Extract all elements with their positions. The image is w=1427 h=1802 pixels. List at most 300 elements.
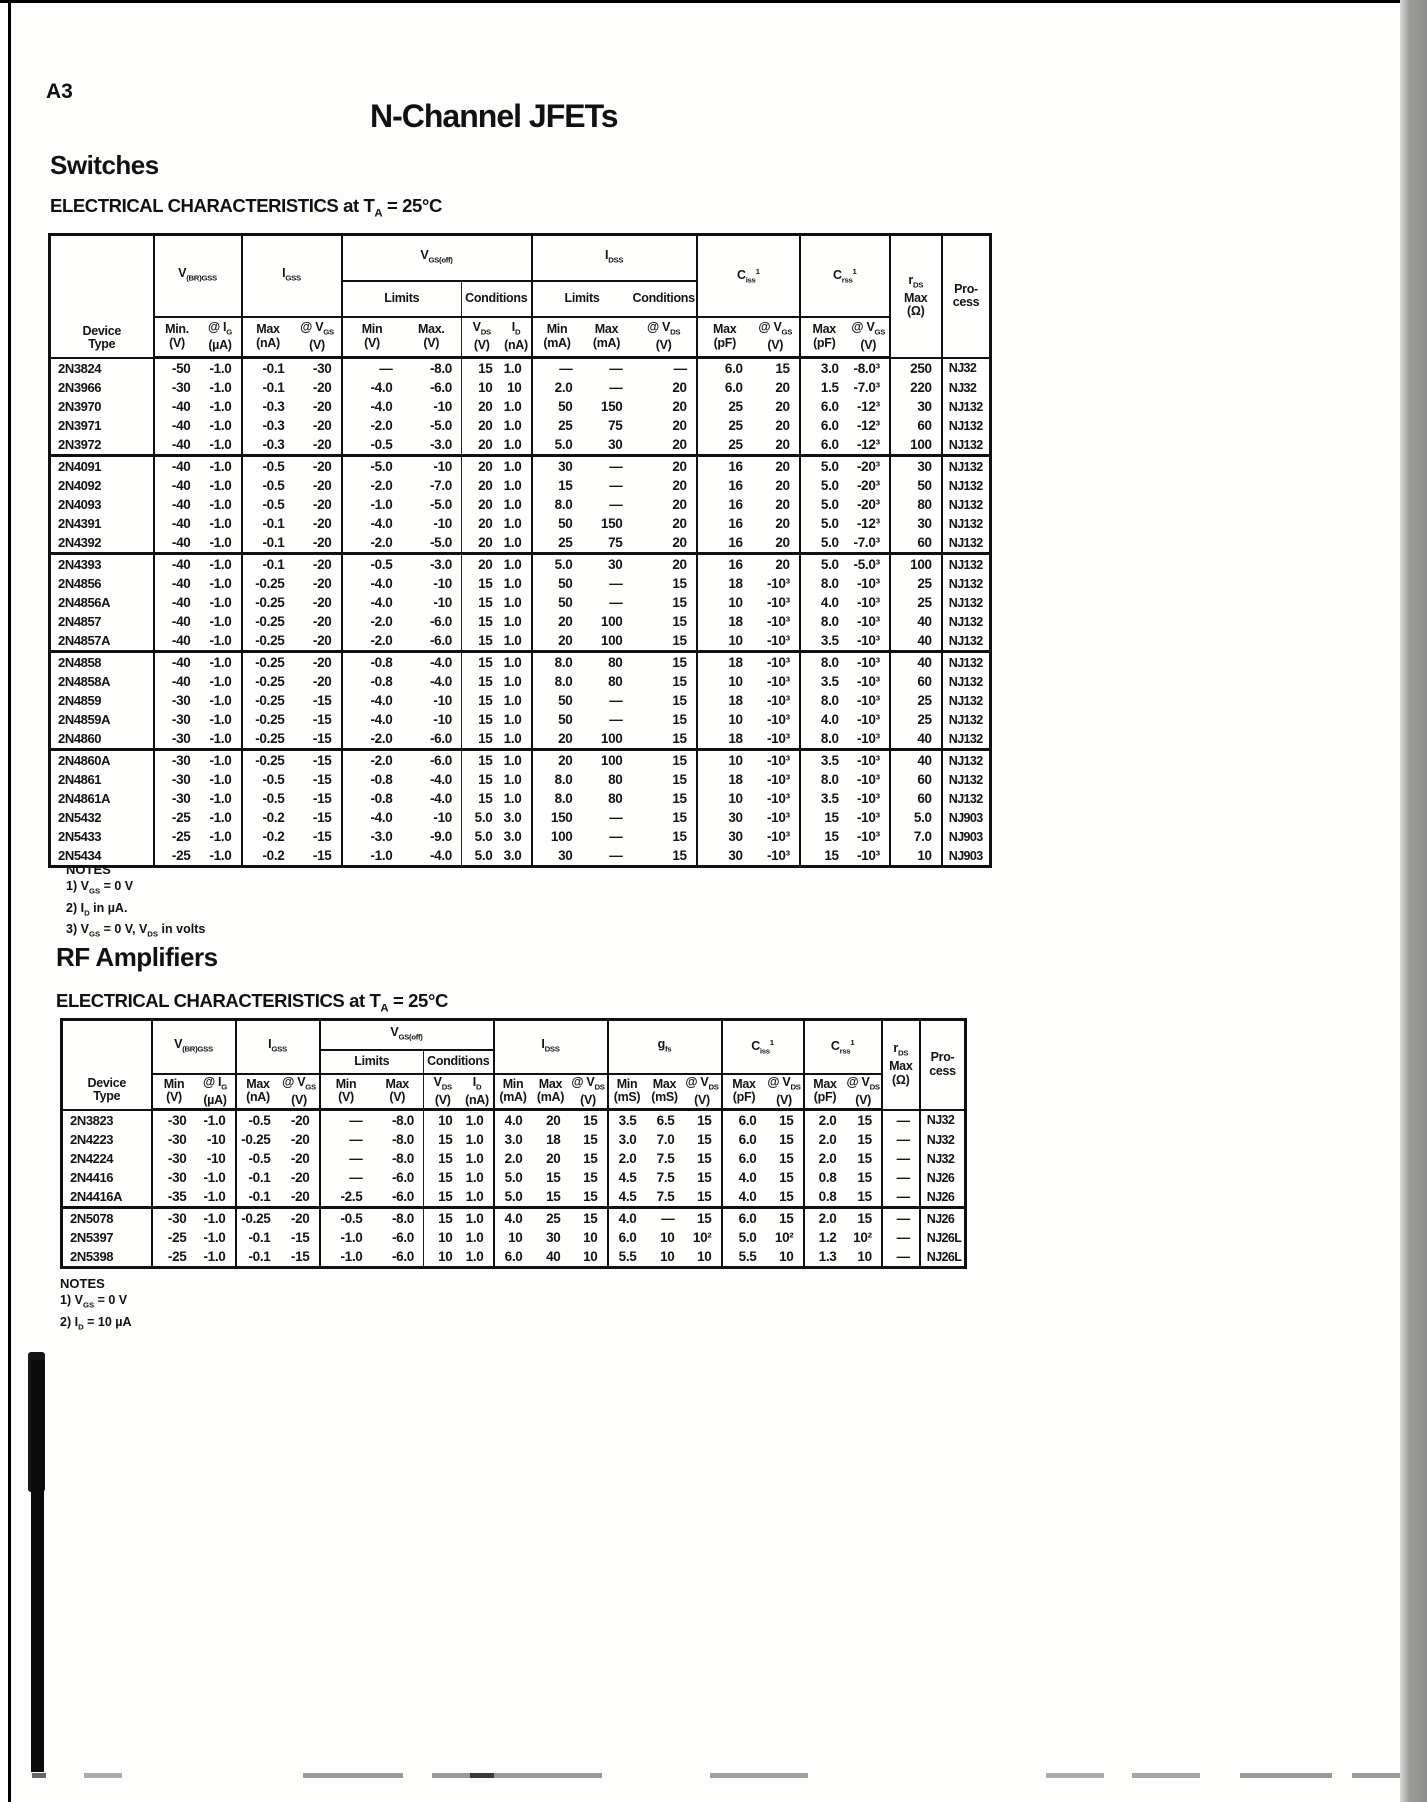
device-type-cell: 2N4859A — [58, 712, 111, 727]
value-cell: -8.0 — [372, 1208, 424, 1229]
table-row — [50, 533, 991, 554]
value-cell: — — [882, 1228, 920, 1247]
device-type-cell: 2N5432 — [58, 810, 102, 825]
col-header: @ $V_{GS}$ (V) — [294, 317, 342, 358]
value-cell: -1.0 — [209, 380, 232, 395]
value-cell: -15 — [312, 712, 332, 727]
value-cell: 15 — [857, 1132, 872, 1147]
device-type-cell: 2N3966 — [58, 380, 102, 395]
value-cell: -4.0 — [342, 514, 402, 533]
value-cell: -0.25 — [242, 652, 294, 673]
scan-artifact — [84, 1773, 122, 1778]
vgsoff-limits-label: Limits — [320, 1050, 424, 1074]
value-cell: -0.2 — [242, 827, 294, 846]
value-cell: 250 — [890, 358, 942, 379]
table-row — [62, 1110, 966, 1131]
scan-border-left — [8, 0, 11, 1802]
value-cell: 50 — [532, 397, 582, 416]
value-cell: 75 — [608, 535, 623, 550]
value-cell: 1.0 — [503, 576, 522, 591]
value-cell: -10³ — [766, 772, 790, 787]
value-cell: 10 — [583, 1230, 598, 1245]
value-cell: 15 — [672, 595, 687, 610]
table-row — [50, 691, 991, 710]
value-cell: 7.0 — [890, 827, 942, 846]
process-cell: NJ32 — [920, 1130, 966, 1149]
value-cell: -0.1 — [236, 1187, 280, 1208]
device-type-cell: 2N4393 — [50, 554, 154, 575]
header-row-groups — [62, 1020, 966, 1050]
value-cell: -1.0 — [209, 791, 232, 806]
value-cell: 25 — [890, 574, 942, 593]
note-line: 1) $V_{GS} = 0$ V — [66, 879, 134, 896]
value-cell: 30 — [697, 808, 752, 827]
value-cell: 15 — [779, 1151, 794, 1166]
value-cell: -15 — [312, 848, 332, 863]
value-cell: -0.8 — [342, 672, 402, 691]
rf-table-body — [62, 1110, 966, 1268]
value-cell: 25 — [890, 691, 942, 710]
value-cell: -4.0 — [429, 674, 452, 689]
table-row — [62, 1187, 966, 1208]
value-cell: 4.5 — [608, 1187, 646, 1208]
value-cell: 80 — [608, 674, 623, 689]
col-group-vgsoff: $V_{GS(off)}$ — [342, 235, 532, 281]
value-cell: -10³ — [856, 810, 880, 825]
device-type-cell: 2N4860A — [50, 750, 154, 771]
value-cell: 5.0 — [494, 1187, 532, 1208]
value-cell: 20 — [546, 1151, 561, 1166]
value-cell: -10³ — [766, 810, 790, 825]
value-cell: 15 — [424, 1187, 462, 1208]
value-cell: 20 — [462, 456, 502, 477]
value-cell: 2.0 — [608, 1149, 646, 1168]
value-cell: 100 — [600, 633, 623, 648]
value-cell: — — [609, 712, 623, 727]
value-cell: -20 — [312, 516, 332, 531]
value-cell: -40 — [154, 593, 200, 612]
value-cell: 15 — [462, 593, 502, 612]
value-cell: 5.0 — [532, 554, 582, 575]
value-cell: 4.0 — [722, 1187, 766, 1208]
value-cell: 15 — [779, 1189, 794, 1204]
col-header-process: Pro- cess — [920, 1020, 966, 1110]
value-cell: -0.1 — [242, 514, 294, 533]
switches-table — [48, 233, 992, 868]
value-cell: 15 — [672, 674, 687, 689]
value-cell: 30 — [890, 514, 942, 533]
value-cell: -10 — [402, 456, 462, 477]
value-cell: -30 — [154, 770, 200, 789]
device-type-cell: 2N5078 — [62, 1208, 152, 1229]
value-cell: 100 — [890, 435, 942, 456]
value-cell: -50 — [154, 358, 200, 379]
device-type-cell: 2N4092 — [58, 478, 102, 493]
value-cell: 30 — [697, 827, 752, 846]
value-cell: -10³ — [766, 731, 790, 746]
value-cell: -6.0 — [402, 750, 462, 771]
value-cell: 20 — [672, 437, 687, 452]
value-cell: -2.0 — [342, 476, 402, 495]
value-cell: 80 — [582, 652, 632, 673]
value-cell: 1.0 — [465, 1249, 484, 1264]
value-cell: 10 — [660, 1249, 675, 1264]
value-cell: 25 — [890, 593, 942, 612]
value-cell: -0.2 — [242, 808, 294, 827]
process-cell: NJ32 — [942, 358, 991, 379]
page-corner-label: A3 — [46, 80, 73, 103]
value-cell: 60 — [890, 789, 942, 808]
scan-binding-mark — [31, 1360, 44, 1772]
table-row — [62, 1130, 966, 1149]
table-row — [50, 710, 991, 729]
scan-artifact — [1240, 1773, 1332, 1778]
value-cell: — — [320, 1130, 372, 1149]
col-group-crss: $C_{rss}^1$ — [804, 1020, 882, 1074]
value-cell: -20 — [312, 497, 332, 512]
value-cell: -1.0 — [209, 576, 232, 591]
value-cell: -10 — [433, 712, 452, 727]
value-cell: -0.5 — [242, 476, 294, 495]
col-group-vbrgss: $V_{(BR)GSS}$ — [154, 235, 242, 317]
col-group-ciss: $C_{iss}^1$ — [697, 235, 800, 317]
value-cell: 6.0 — [722, 1149, 766, 1168]
value-cell: -2.0 — [342, 612, 402, 631]
value-cell: 2.0 — [532, 378, 582, 397]
value-cell: -10³ — [856, 614, 880, 629]
value-cell: 1.0 — [502, 456, 532, 477]
process-cell: NJ132 — [942, 416, 991, 435]
value-cell: -30 — [154, 729, 200, 750]
value-cell: 15 — [462, 710, 502, 729]
value-cell: -0.5 — [342, 435, 402, 456]
process-cell: NJ132 — [942, 435, 991, 456]
table-row — [50, 476, 991, 495]
col-group-gfs: $g_{fs}$ — [608, 1020, 722, 1074]
table-row — [50, 789, 991, 808]
device-type-cell: 2N4856 — [58, 576, 102, 591]
value-cell: 15 — [857, 1113, 872, 1128]
value-cell: — — [609, 380, 623, 395]
value-cell: -10³ — [766, 693, 790, 708]
table-row — [50, 495, 991, 514]
value-cell: -4.0 — [342, 574, 402, 593]
value-cell: 18 — [546, 1132, 561, 1147]
value-cell: -3.0 — [402, 554, 462, 575]
value-cell: 7.5 — [656, 1189, 675, 1204]
value-cell: — — [882, 1149, 920, 1168]
value-cell: 15 — [697, 1170, 712, 1185]
value-cell: -2.0 — [342, 729, 402, 750]
value-cell: 20 — [775, 478, 790, 493]
col-header: Max (pF) — [804, 1074, 846, 1110]
value-cell: -15 — [312, 791, 332, 806]
value-cell: -20 — [290, 1132, 310, 1147]
value-cell: — — [342, 358, 402, 379]
value-cell: -0.25 — [242, 631, 294, 652]
value-cell: -20 — [290, 1113, 310, 1128]
device-type-cell: 2N5398 — [70, 1249, 114, 1264]
col-header: @ $V_{GS}$ (V) — [848, 317, 890, 358]
value-cell: -15 — [290, 1249, 310, 1264]
value-cell: 100 — [890, 554, 942, 575]
value-cell: -1.0 — [203, 1189, 226, 1204]
value-cell: 15 — [462, 612, 502, 631]
value-cell: 100 — [582, 750, 632, 771]
value-cell: 30 — [890, 397, 942, 416]
value-cell: 5.0 — [722, 1228, 766, 1247]
process-cell: NJ32 — [942, 378, 991, 397]
value-cell: 10 — [697, 789, 752, 808]
value-cell: -1.0 — [209, 437, 232, 452]
scan-artifact — [303, 1773, 403, 1778]
note-line: 3) $V_{GS} = 0$ V, $V_{DS}$ in volts — [66, 922, 206, 939]
value-cell: 5.0 — [532, 435, 582, 456]
value-cell: -0.3 — [242, 416, 294, 435]
value-cell: 6.0 — [800, 435, 848, 456]
value-cell: -4.0 — [402, 652, 462, 673]
value-cell: 1.0 — [502, 652, 532, 673]
table-row — [50, 554, 991, 575]
value-cell: — — [882, 1187, 920, 1208]
value-cell: -6.0 — [391, 1230, 414, 1245]
value-cell: -4.0 — [429, 848, 452, 863]
value-cell: -1.0 — [320, 1247, 372, 1268]
device-type-cell: 2N3970 — [58, 399, 102, 414]
device-type-cell: 2N5434 — [58, 848, 102, 863]
table-row — [50, 631, 991, 652]
switches-table-wrap — [48, 233, 992, 868]
value-cell: — — [882, 1208, 920, 1229]
value-cell: 8.0 — [800, 612, 848, 631]
value-cell: 15 — [424, 1208, 462, 1229]
value-cell: 6.0 — [722, 1208, 766, 1229]
value-cell: 20 — [532, 631, 582, 652]
value-cell: 30 — [697, 846, 752, 867]
section-heading-switches: Switches — [50, 150, 159, 180]
value-cell: -10³ — [856, 848, 880, 863]
device-type-cell: 2N3823 — [70, 1112, 114, 1128]
value-cell: -4.0 — [429, 791, 452, 806]
col-header: @ $V_{DS}$ (V) — [846, 1074, 882, 1110]
device-type-cell: 2N4392 — [58, 535, 102, 550]
value-cell: -0.25 — [236, 1208, 280, 1229]
value-cell: 20 — [462, 495, 502, 514]
process-cell: NJ132 — [942, 495, 991, 514]
value-cell: 5.0 — [462, 808, 502, 827]
value-cell: 15 — [462, 574, 502, 593]
value-cell: -1.0 — [342, 846, 402, 867]
value-cell: -10³ — [766, 848, 790, 863]
value-cell: 3.5 — [800, 750, 848, 771]
switches-table-header — [50, 235, 991, 358]
rf-notes — [60, 1276, 132, 1335]
value-cell: -10³ — [856, 712, 880, 727]
value-cell: -20 — [312, 399, 332, 414]
device-type-cell: 2N4224 — [70, 1151, 114, 1166]
value-cell: -10 — [433, 693, 452, 708]
process-cell: NJ132 — [942, 652, 991, 673]
value-cell: -1.0 — [209, 712, 232, 727]
value-cell: 60 — [890, 416, 942, 435]
col-group-idss: $I_{DSS}$ — [494, 1020, 608, 1074]
value-cell: -1.0 — [209, 633, 232, 648]
value-cell: -40 — [154, 416, 200, 435]
value-cell: -12³ — [856, 418, 880, 433]
value-cell: 6.0 — [697, 358, 752, 379]
device-type-cell: 2N4093 — [58, 497, 102, 512]
process-cell: NJ26L — [920, 1228, 966, 1247]
value-cell: 20 — [532, 729, 582, 750]
value-cell: -10³ — [848, 652, 890, 673]
scan-border-top — [0, 0, 1427, 3]
value-cell: 10 — [697, 672, 752, 691]
value-cell: -5.0 — [342, 456, 402, 477]
value-cell: — — [882, 1110, 920, 1131]
col-header: Max (nA) — [236, 1074, 280, 1110]
process-cell: NJ26 — [920, 1187, 966, 1208]
value-cell: 150 — [600, 399, 623, 414]
value-cell: -10³ — [766, 614, 790, 629]
process-cell: NJ132 — [942, 710, 991, 729]
value-cell: -6.0 — [429, 633, 452, 648]
value-cell: — — [582, 456, 632, 477]
value-cell: -0.5 — [242, 770, 294, 789]
value-cell: 20 — [462, 435, 502, 456]
process-cell: NJ32 — [920, 1149, 966, 1168]
value-cell: 3.0 — [503, 810, 522, 825]
value-cell: 0.8 — [804, 1168, 846, 1187]
device-type-cell: 2N4857A — [58, 633, 111, 648]
value-cell: -20 — [312, 437, 332, 452]
value-cell: -40 — [154, 533, 200, 554]
value-cell: -25 — [154, 827, 200, 846]
value-cell: -15 — [312, 829, 332, 844]
value-cell: 20 — [462, 397, 502, 416]
col-header: Min. (V) — [154, 317, 200, 358]
value-cell: -10³ — [856, 595, 880, 610]
value-cell: 100 — [532, 827, 582, 846]
value-cell: 2.0 — [804, 1208, 846, 1229]
value-cell: -8.0 — [391, 1132, 414, 1147]
value-cell: -1.0 — [209, 361, 232, 376]
device-type-cell: 2N4860 — [58, 731, 102, 746]
value-cell: 50 — [532, 574, 582, 593]
col-header-device: Device Type — [50, 235, 154, 358]
value-cell: 16 — [697, 514, 752, 533]
value-cell: -0.3 — [242, 397, 294, 416]
value-cell: 16 — [697, 554, 752, 575]
value-cell: -0.1 — [242, 554, 294, 575]
value-cell: -3.0 — [429, 437, 452, 452]
value-cell: -40 — [154, 672, 200, 691]
value-cell: -6.0 — [429, 380, 452, 395]
value-cell: 30 — [582, 554, 632, 575]
value-cell: 10 — [890, 846, 942, 867]
switches-table-title: ELECTRICAL CHARACTERISTICS at $T_A = 25^\circ C$ — [50, 195, 442, 220]
value-cell: 15 — [583, 1189, 598, 1204]
value-cell: 2.0 — [494, 1149, 532, 1168]
value-cell: 5.0 — [800, 476, 848, 495]
device-type-cell: 2N5397 — [70, 1230, 114, 1245]
value-cell: 2.0 — [804, 1130, 846, 1149]
value-cell: — — [609, 848, 623, 863]
value-cell: 1.0 — [465, 1113, 484, 1128]
table-row — [62, 1208, 966, 1229]
value-cell: 2.0 — [804, 1110, 846, 1131]
value-cell: 15 — [779, 1132, 794, 1147]
value-cell: -40 — [154, 495, 200, 514]
table-row — [50, 593, 991, 612]
value-cell: 8.0 — [532, 672, 582, 691]
value-cell: 80 — [608, 772, 623, 787]
scan-artifact — [470, 1773, 494, 1778]
scan-artifact — [710, 1773, 808, 1778]
value-cell: -1.0 — [196, 1208, 236, 1229]
col-header: Max (pF) — [800, 317, 848, 358]
value-cell: -15 — [294, 750, 342, 771]
value-cell: -0.8 — [342, 770, 402, 789]
value-cell: 15 — [672, 829, 687, 844]
value-cell: 80 — [608, 791, 623, 806]
value-cell: 30 — [608, 437, 623, 452]
value-cell: -25 — [154, 808, 200, 827]
value-cell: 3.5 — [800, 631, 848, 652]
value-cell: 3.5 — [800, 789, 848, 808]
value-cell: 8.0 — [532, 770, 582, 789]
value-cell: 15 — [672, 693, 687, 708]
value-cell: 15 — [546, 1189, 561, 1204]
value-cell: 25 — [532, 1208, 570, 1229]
value-cell: 25 — [532, 416, 582, 435]
value-cell: 1.0 — [503, 772, 522, 787]
value-cell: -1.0 — [209, 595, 232, 610]
value-cell: 1.0 — [503, 712, 522, 727]
value-cell: -10³ — [856, 576, 880, 591]
col-group-crss: $C_{rss}^1$ — [800, 235, 890, 317]
value-cell: — — [320, 1149, 372, 1168]
value-cell: — — [646, 1208, 684, 1229]
value-cell: 16 — [697, 476, 752, 495]
rf-table — [60, 1018, 967, 1269]
value-cell: -20 — [312, 633, 332, 648]
process-cell: NJ26 — [920, 1208, 966, 1229]
device-type-cell: 2N4858 — [50, 652, 154, 673]
value-cell: -10³ — [766, 595, 790, 610]
value-cell: 5.5 — [608, 1247, 646, 1268]
table-row — [50, 456, 991, 477]
value-cell: -10³ — [766, 712, 790, 727]
value-cell: 16 — [697, 533, 752, 554]
value-cell: -20³ — [848, 456, 890, 477]
value-cell: 6.0 — [800, 397, 848, 416]
value-cell: -10³ — [766, 791, 790, 806]
table-row — [50, 574, 991, 593]
value-cell: -7.0³ — [853, 535, 880, 550]
value-cell: -20³ — [856, 497, 880, 512]
value-cell: -20 — [290, 1189, 310, 1204]
value-cell: -10³ — [856, 772, 880, 787]
value-cell: 25 — [890, 710, 942, 729]
value-cell: 1.0 — [503, 535, 522, 550]
rf-table-header — [62, 1020, 966, 1110]
value-cell: 16 — [697, 456, 752, 477]
value-cell: -4.0 — [342, 378, 402, 397]
value-cell: 10² — [853, 1230, 872, 1245]
value-cell: -15 — [312, 693, 332, 708]
value-cell: -30 — [152, 1208, 196, 1229]
value-cell: -30 — [154, 378, 200, 397]
